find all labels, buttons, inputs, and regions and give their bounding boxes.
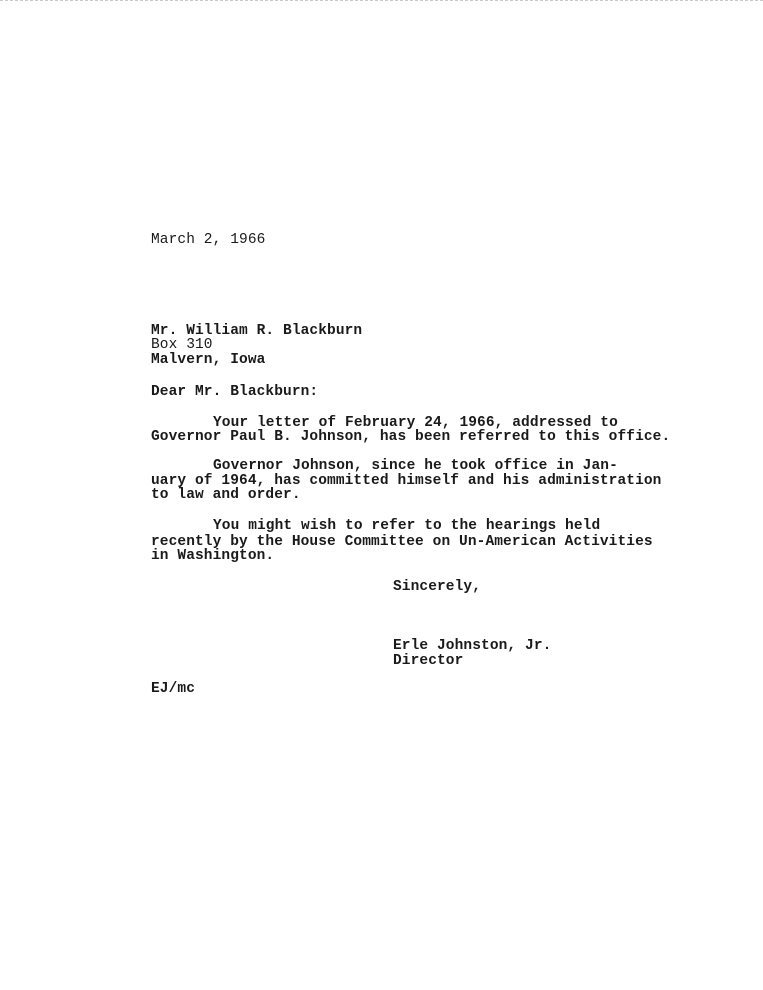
paragraph-line: uary of 1964, has committed himself and his administration [151, 473, 662, 489]
salutation: Dear Mr. Blackburn: [151, 384, 319, 400]
reference-initials: EJ/mc [151, 681, 196, 697]
signature-title: Director [393, 653, 464, 669]
recipient-name: Mr. William R. Blackburn [151, 323, 363, 339]
paragraph-line: in Washington. [151, 548, 275, 564]
paragraph-line: to law and order. [151, 487, 301, 503]
recipient-city: Malvern, Iowa [151, 352, 266, 368]
closing: Sincerely, [393, 579, 482, 595]
paragraph-line: Governor Johnson, since he took office in Jan- [213, 458, 618, 474]
letter-date: March 2, 1966 [151, 232, 266, 248]
paragraph-line: Your letter of February 24, 1966, addressed to [213, 415, 618, 431]
paragraph-line: recently by the House Committee on Un-American Activities [151, 534, 653, 550]
page-top-border [0, 0, 763, 1]
paragraph-line: You might wish to refer to the hearings held [213, 518, 601, 534]
signature-name: Erle Johnston, Jr. [393, 638, 552, 654]
paragraph-line: Governor Paul B. Johnson, has been referred to this office. [151, 429, 671, 445]
recipient-box: Box 310 [151, 337, 213, 353]
